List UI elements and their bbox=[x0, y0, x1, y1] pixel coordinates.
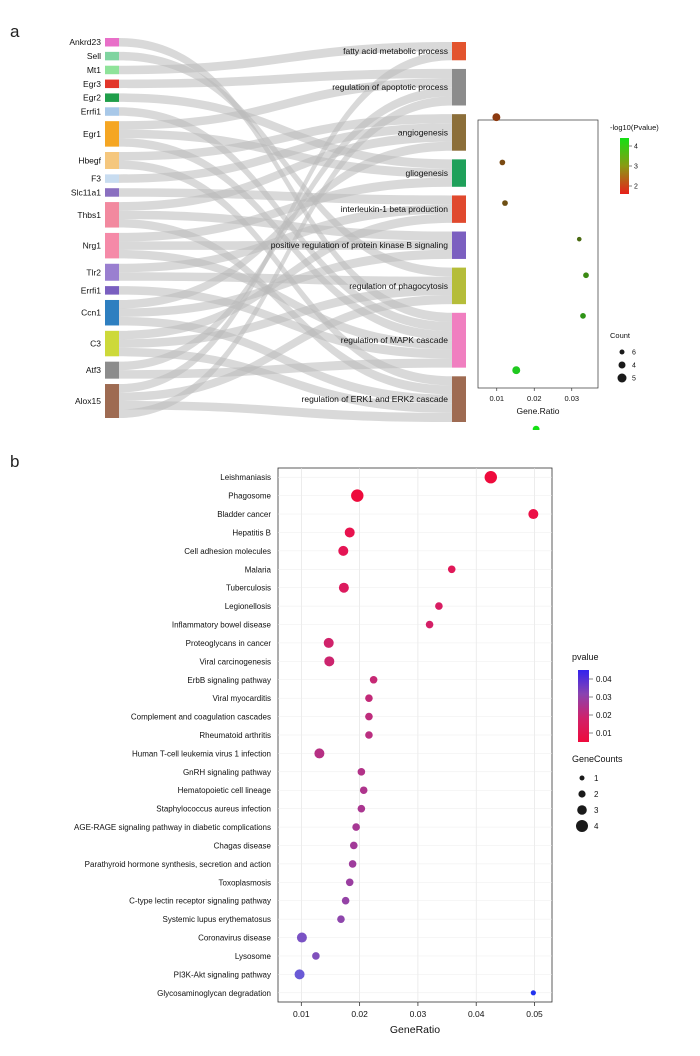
pathway-label: Inflammatory bowel disease bbox=[171, 620, 271, 630]
color-legend-bar bbox=[620, 138, 629, 194]
pathway-label: PI3K-Akt signaling pathway bbox=[173, 970, 271, 980]
sankey-links bbox=[119, 38, 452, 422]
sankey-node-left bbox=[105, 188, 119, 196]
gene-label: Sell bbox=[86, 51, 101, 62]
x-tick-label: 0.05 bbox=[526, 1009, 543, 1019]
dot-point bbox=[352, 823, 360, 831]
sankey-node-right bbox=[452, 69, 466, 106]
size-legend-label: 6 bbox=[632, 349, 636, 357]
dot-point bbox=[370, 676, 378, 684]
gene-label: Tlr2 bbox=[86, 267, 101, 278]
gene-label: Egr2 bbox=[83, 92, 101, 103]
color-legend bbox=[572, 652, 612, 742]
color-legend-title: pvalue bbox=[572, 652, 599, 662]
sankey-node-left bbox=[105, 107, 119, 115]
pathway-label: Hematopoietic cell lineage bbox=[177, 786, 271, 796]
dot-point bbox=[502, 200, 508, 206]
gene-label: F3 bbox=[91, 173, 101, 184]
sankey-left-nodes bbox=[69, 37, 119, 418]
dot-point bbox=[583, 272, 589, 278]
pathway-label: Cell adhesion molecules bbox=[184, 546, 271, 556]
panel-a-figure bbox=[0, 30, 700, 440]
dot-point bbox=[485, 471, 497, 483]
sankey-node-left bbox=[105, 300, 119, 325]
pathway-label: GnRH signaling pathway bbox=[182, 767, 271, 777]
sankey-node-left bbox=[105, 52, 119, 60]
sankey-node-left bbox=[105, 362, 119, 379]
sankey-node-left bbox=[105, 80, 119, 88]
gene-label: C3 bbox=[90, 338, 101, 349]
color-legend bbox=[610, 123, 659, 194]
size-legend-dot bbox=[618, 374, 627, 383]
size-legend-label: 1 bbox=[594, 774, 599, 783]
dot-point bbox=[337, 915, 345, 923]
kegg-dotplot bbox=[0, 460, 700, 1056]
dot-point bbox=[314, 748, 324, 758]
pathway-label: Malaria bbox=[244, 565, 271, 575]
sankey-node-right bbox=[452, 268, 466, 305]
color-legend-tick-label: 0.01 bbox=[596, 729, 612, 738]
x-tick-label: 0.03 bbox=[564, 394, 580, 403]
sankey-node-left bbox=[105, 38, 119, 46]
x-tick-label: 0.02 bbox=[526, 394, 542, 403]
pathway-label: AGE-RAGE signaling pathway in diabetic complications bbox=[74, 823, 271, 833]
size-legend-label: 2 bbox=[594, 790, 599, 799]
panel-b-label: b bbox=[10, 452, 20, 471]
size-legend-title: GeneCounts bbox=[572, 754, 623, 764]
gene-label: Errfi1 bbox=[80, 106, 101, 117]
dot-point bbox=[349, 860, 357, 868]
dot-point bbox=[360, 786, 368, 794]
pathway-label: Toxoplasmosis bbox=[218, 878, 271, 888]
pathway-label: Bladder cancer bbox=[217, 510, 271, 520]
size-legend-dot bbox=[620, 350, 625, 355]
gene-label: Egr1 bbox=[83, 128, 101, 139]
sankey-node-right bbox=[452, 313, 466, 368]
pathway-label: Glycosaminoglycan degradation bbox=[157, 988, 271, 998]
pathway-label: Tuberculosis bbox=[225, 583, 271, 593]
pathway-label: Proteoglycans in cancer bbox=[185, 638, 271, 648]
gene-label: Mt1 bbox=[86, 64, 101, 75]
pathway-label: Hepatitis B bbox=[232, 528, 271, 538]
color-legend-tick-label: 0.04 bbox=[596, 675, 612, 684]
dot-point bbox=[295, 969, 305, 979]
pathway-label: Systemic lupus erythematosus bbox=[162, 915, 271, 925]
size-legend-dot bbox=[580, 776, 585, 781]
dot-point bbox=[324, 656, 334, 666]
dot-point bbox=[339, 583, 349, 593]
pathway-label: Complement and coagulation cascades bbox=[130, 712, 271, 722]
pathway-label: Human T-cell leukemia virus 1 infection bbox=[131, 749, 271, 759]
dot-point bbox=[297, 933, 307, 943]
sankey-node-left bbox=[105, 286, 119, 294]
x-tick-label: 0.02 bbox=[351, 1009, 368, 1019]
size-legend bbox=[572, 754, 623, 832]
go-term-label: regulation of ERK1 and ERK2 cascade bbox=[301, 394, 448, 405]
size-legend-dot bbox=[578, 790, 585, 797]
dot-point bbox=[342, 897, 350, 905]
sankey-node-left bbox=[105, 66, 119, 74]
dot-point bbox=[435, 602, 443, 610]
dot-point bbox=[358, 768, 366, 776]
sankey-node-left bbox=[105, 174, 119, 182]
gene-label: Hbegf bbox=[78, 155, 101, 166]
sankey-node-left bbox=[105, 121, 119, 146]
pathway-label: Staphylococcus aureus infection bbox=[156, 804, 271, 814]
dot-point bbox=[500, 160, 506, 166]
dot-point bbox=[351, 489, 363, 501]
pathway-label: Coronavirus disease bbox=[198, 933, 271, 943]
color-legend-tick-label: 0.02 bbox=[596, 711, 612, 720]
pathway-label: Legionellosis bbox=[224, 602, 271, 612]
go-term-label: regulation of apoptotic process bbox=[332, 82, 448, 93]
plot-border bbox=[478, 120, 598, 388]
go-term-label: regulation of phagocytosis bbox=[349, 280, 448, 291]
dot-point bbox=[365, 731, 373, 739]
pathway-label: Viral myocarditis bbox=[212, 694, 271, 704]
x-tick-label: 0.04 bbox=[467, 1009, 485, 1019]
dot-point bbox=[580, 313, 586, 319]
pathway-label: C-type lectin receptor signaling pathway bbox=[129, 896, 271, 906]
gene-label: Nrg1 bbox=[82, 240, 101, 251]
sankey-node-left bbox=[105, 264, 119, 281]
pathway-label: Viral carcinogenesis bbox=[199, 657, 271, 667]
size-legend-dot bbox=[576, 820, 588, 832]
sankey-node-right bbox=[452, 114, 466, 151]
pathway-label: Leishmaniasis bbox=[220, 473, 271, 483]
gene-label: Ankrd23 bbox=[69, 37, 101, 48]
size-legend-dot bbox=[577, 805, 587, 815]
sankey-node-right bbox=[452, 42, 466, 60]
dot-point bbox=[448, 565, 456, 573]
sankey-node-right bbox=[452, 232, 466, 259]
dot-point bbox=[365, 713, 373, 721]
gene-label: Egr3 bbox=[83, 78, 101, 89]
sankey-node-right bbox=[452, 376, 466, 422]
pathway-label: Rheumatoid arthritis bbox=[199, 731, 271, 740]
go-dotplot bbox=[470, 90, 700, 430]
sankey-node-right bbox=[452, 195, 466, 222]
sankey-node-left bbox=[105, 331, 119, 356]
pathway-label: Phagosome bbox=[228, 491, 271, 501]
pathway-label: Parathyroid hormone synthesis, secretion and action bbox=[84, 859, 271, 869]
size-legend-title: Count bbox=[610, 331, 631, 340]
sankey-node-right bbox=[452, 159, 466, 186]
color-legend-bar bbox=[578, 670, 589, 742]
dot-point bbox=[426, 621, 434, 629]
size-legend-label: 5 bbox=[632, 375, 636, 383]
go-term-label: gliogenesis bbox=[405, 168, 448, 179]
dot-point bbox=[346, 879, 354, 887]
dot-point bbox=[358, 805, 366, 813]
gene-label: Atf3 bbox=[85, 365, 101, 376]
x-tick-label: 0.01 bbox=[293, 1009, 310, 1019]
sankey-node-left bbox=[105, 93, 119, 101]
x-axis-label: Gene.Ratio bbox=[516, 406, 560, 416]
pathway-label: Chagas disease bbox=[213, 841, 271, 851]
dot-point bbox=[365, 694, 373, 702]
gene-label: Slc11a1 bbox=[70, 187, 101, 198]
color-legend-tick-label: 0.03 bbox=[596, 693, 612, 702]
x-axis-label: GeneRatio bbox=[389, 1024, 441, 1036]
dot-point bbox=[492, 113, 500, 121]
pathway-label: Lysosome bbox=[234, 951, 271, 961]
gene-label: Alox15 bbox=[75, 396, 101, 407]
pathway-label: ErbB signaling pathway bbox=[187, 675, 271, 685]
color-legend-tick-label: 2 bbox=[634, 183, 638, 191]
size-legend-dot bbox=[619, 362, 626, 369]
go-term-label: fatty acid metabolic process bbox=[343, 46, 448, 57]
sankey-node-left bbox=[105, 152, 119, 169]
panel-b-figure bbox=[0, 460, 700, 1056]
dot-point bbox=[324, 638, 334, 648]
dot-point bbox=[350, 842, 358, 850]
go-term-label: interleukin-1 beta production bbox=[340, 204, 448, 215]
dot-point bbox=[533, 426, 540, 430]
size-legend-label: 3 bbox=[594, 806, 599, 815]
size-legend-label: 4 bbox=[594, 822, 599, 831]
x-tick-label: 0.01 bbox=[489, 394, 505, 403]
gene-label: Thbs1 bbox=[77, 209, 101, 220]
size-legend-label: 4 bbox=[632, 362, 636, 370]
sankey-node-left bbox=[105, 233, 119, 258]
go-term-label: positive regulation of protein kinase B signaling bbox=[270, 240, 448, 251]
dot-point bbox=[512, 366, 520, 374]
color-legend-title: -log10(Pvalue) bbox=[610, 123, 659, 132]
sankey-node-left bbox=[105, 202, 119, 227]
sankey-node-left bbox=[105, 384, 119, 418]
dot-point bbox=[312, 952, 320, 960]
dot-point bbox=[338, 546, 348, 556]
sankey-diagram bbox=[0, 30, 470, 430]
go-term-label: angiogenesis bbox=[397, 127, 448, 138]
dot-point bbox=[577, 237, 582, 242]
color-legend-tick-label: 3 bbox=[634, 163, 638, 171]
size-legend bbox=[610, 331, 636, 383]
gene-label: Ccn1 bbox=[81, 307, 101, 318]
dot-point bbox=[345, 527, 355, 537]
panel-a-label: a bbox=[10, 22, 20, 41]
dot-point bbox=[531, 990, 536, 995]
go-term-label: regulation of MAPK cascade bbox=[340, 335, 448, 346]
dot-point bbox=[528, 509, 538, 519]
color-legend-tick-label: 4 bbox=[634, 143, 638, 151]
gene-label: Errfi1 bbox=[80, 285, 101, 296]
x-tick-label: 0.03 bbox=[409, 1009, 427, 1019]
